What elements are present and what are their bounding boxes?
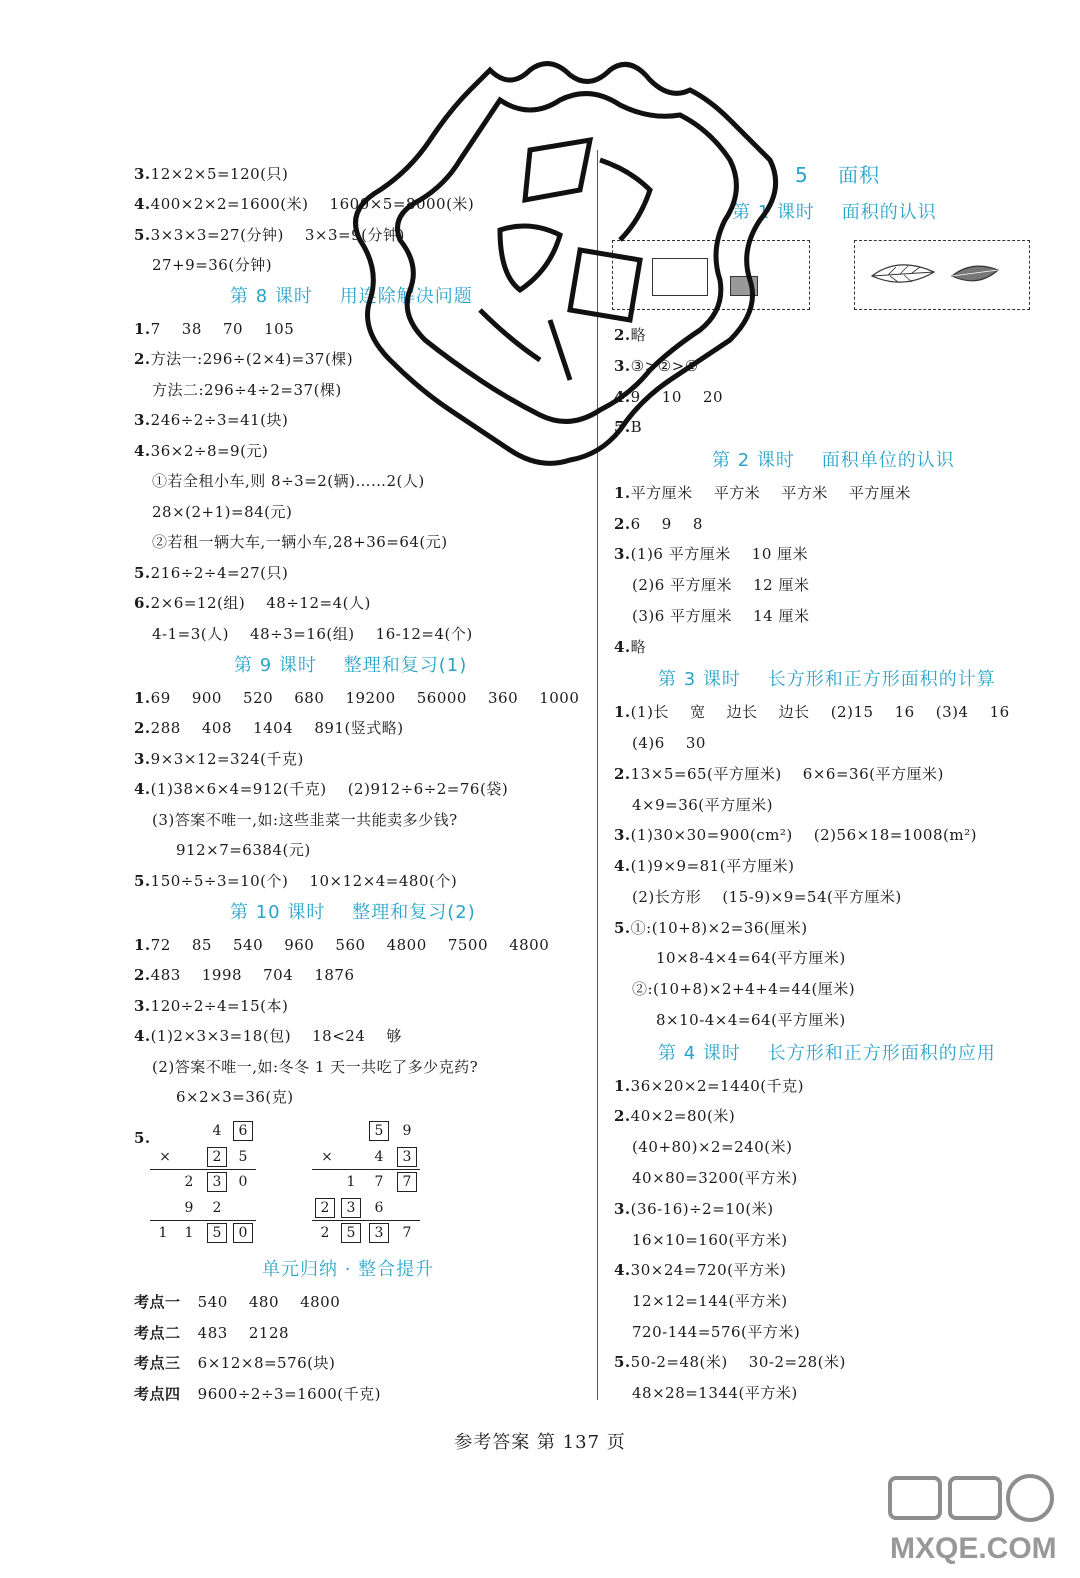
answer-line (152, 532, 448, 552)
answer-text: (3)6 平方厘米 14 厘米 (632, 607, 810, 625)
answer-line (614, 1260, 786, 1280)
answer-text: ②:(10+8)×2+4+4=44(厘米) (632, 980, 856, 998)
answer-line (134, 935, 549, 955)
question-number: 1. (134, 320, 151, 338)
digit-cell: 9 (402, 1123, 412, 1139)
question-number: 1. (614, 484, 631, 502)
answer-text: 69 900 520 680 19200 56000 360 1000 (150, 689, 580, 707)
section-heading: 第 9 课时 整理和复习(1) (234, 655, 468, 676)
question-number: 2. (614, 326, 631, 344)
question-number: 2. (134, 719, 151, 737)
leaf-small-icon (950, 262, 1000, 286)
digit-cell (368, 1223, 390, 1243)
digit-cell: 7 (402, 1225, 412, 1241)
answer-line (134, 349, 353, 369)
question-number: 5. (614, 919, 631, 937)
answer-line (632, 1230, 788, 1250)
digit-cell: 1 (346, 1174, 356, 1190)
question-number: 1. (134, 689, 151, 707)
answer-box: 3 (341, 1198, 361, 1218)
answer-line (614, 918, 808, 938)
answer-text: 912×7=6384(元) (176, 841, 311, 859)
answer-line (152, 380, 342, 400)
answer-text: 9600÷2÷3=1600(千克) (197, 1385, 382, 1403)
question-number: 4. (134, 195, 151, 213)
answer-line (614, 825, 977, 845)
answer-line (614, 1106, 735, 1126)
answer-line (614, 637, 646, 657)
question-number: 4. (134, 780, 151, 798)
answer-text: 150÷5÷3=10(个) 10×12×4=480(个) (150, 872, 458, 890)
digit-cell: 9 (184, 1200, 194, 1216)
answer-line (134, 319, 294, 339)
answer-line (614, 856, 794, 876)
calc-line (150, 1220, 256, 1221)
answer-text: 9 10 20 (630, 388, 724, 406)
answer-text: 略 (630, 326, 647, 344)
answer-text: 400×2×2=1600(米) 1600×5=8000(米) (150, 195, 475, 213)
answer-text: 40×2=80(米) (630, 1107, 736, 1125)
answer-box: 7 (397, 1172, 417, 1192)
answer-text: 4×9=36(平方厘米) (632, 796, 774, 814)
answer-text: 6×2×3=36(克) (176, 1088, 294, 1106)
answer-text: B (630, 418, 643, 436)
section-heading: 第 2 课时 面积单位的认识 (712, 450, 955, 471)
answer-text: 483 1998 704 1876 (150, 966, 355, 984)
exam-point-line (134, 1323, 289, 1343)
answer-line (614, 1076, 804, 1096)
watermark-logo (880, 1468, 1070, 1568)
answer-text: 28×(2+1)=84(元) (152, 503, 293, 521)
answer-text: 方法二:296÷4÷2=37(棵) (152, 381, 342, 399)
exam-point-label: 考点三 (134, 1354, 198, 1372)
answer-text: (2)长方形 (15-9)×9=54(平方厘米) (632, 888, 902, 906)
digit-cell (206, 1172, 228, 1192)
digit-cell: 6 (374, 1200, 384, 1216)
answer-text: (2)答案不唯一,如:冬冬 1 天一共吃了多少克药? (152, 1058, 479, 1076)
answer-box: 6 (233, 1121, 253, 1141)
answer-text: 13×5=65(平方厘米) 6×6=36(平方厘米) (630, 765, 944, 783)
section-heading: 第 8 课时 用连除解决问题 (230, 286, 473, 307)
digit-cell (206, 1147, 228, 1167)
answer-line (134, 749, 304, 769)
answer-box: 3 (207, 1172, 227, 1192)
section-heading: 第 10 课时 整理和复习(2) (230, 902, 476, 923)
calc-line (150, 1169, 256, 1170)
digit-cell: 7 (374, 1174, 384, 1190)
answer-text: (2)6 平方厘米 12 厘米 (632, 576, 810, 594)
digit-cell (206, 1223, 228, 1243)
question-number: 5. (134, 1129, 151, 1147)
answer-line (614, 544, 808, 564)
question-number: 2. (614, 515, 631, 533)
answer-text: (3)答案不唯一,如:这些韭菜一共能卖多少钱? (152, 811, 458, 829)
question-number: 4. (614, 1261, 631, 1279)
answer-text: 288 408 1404 891(竖式略) (150, 719, 404, 737)
answer-line (632, 733, 706, 753)
digit-cell: × (159, 1149, 171, 1165)
question-number: 3. (614, 545, 631, 563)
answer-line (614, 483, 911, 503)
calc-line (312, 1220, 420, 1221)
question-number: 4. (614, 638, 631, 656)
digit-cell: 1 (184, 1225, 194, 1241)
answer-text: 720-144=576(平方米) (632, 1323, 801, 1341)
exam-point-line (134, 1292, 340, 1312)
answer-line (614, 702, 1010, 722)
digit-cell: 4 (374, 1149, 384, 1165)
answer-line (134, 1026, 402, 1046)
question-number: 3. (134, 750, 151, 768)
digit-cell (232, 1223, 254, 1243)
answer-line (614, 1199, 774, 1219)
digit-cell: 2 (320, 1225, 330, 1241)
section-heading: 第 1 课时 面积的认识 (732, 202, 937, 223)
answer-text: 36×2÷8=9(元) (150, 442, 269, 460)
digit-cell (232, 1121, 254, 1141)
answer-text: 48×28=1344(平方米) (632, 1384, 798, 1402)
exam-point-line (134, 1384, 381, 1404)
exam-point-label: 考点一 (134, 1293, 198, 1311)
question-number: 2. (134, 966, 151, 984)
question-number: 5. (614, 1353, 631, 1371)
section-heading: 单元归纳 · 整合提升 (262, 1259, 435, 1280)
digit-cell (340, 1198, 362, 1218)
answer-text: ②若租一辆大车,一辆小车,28+36=64(元) (152, 533, 448, 551)
exam-point-label: 考点二 (134, 1324, 198, 1342)
question-number: 4. (134, 442, 151, 460)
digit-cell: 1 (158, 1225, 168, 1241)
answer-box: 2 (315, 1198, 335, 1218)
digit-cell (368, 1121, 390, 1141)
answer-text: 6×12×8=576(块) (197, 1354, 336, 1372)
digit-cell (396, 1147, 418, 1167)
answer-line (134, 410, 288, 430)
digit-cell: 2 (184, 1174, 194, 1190)
answer-line (632, 1383, 798, 1403)
answer-text: (1)38×6×4=912(千克) (2)912÷6÷2=76(袋) (150, 780, 509, 798)
answer-text: 9×3×12=324(千克) (150, 750, 304, 768)
question-number: 4. (134, 1027, 151, 1045)
svg-text:MXQE.COM: MXQE.COM (890, 1532, 1057, 1565)
digit-cell: 2 (212, 1200, 222, 1216)
stamp-graphic (330, 60, 790, 480)
digit-cell (314, 1198, 336, 1218)
answer-text: 16×10=160(平方米) (632, 1231, 788, 1249)
answer-line (656, 1010, 846, 1030)
page-footer: 参考答案 第 137 页 (454, 1432, 626, 1453)
answer-text: 30×24=720(平方米) (630, 1261, 787, 1279)
answer-line (614, 514, 703, 534)
question-number: 4. (614, 857, 631, 875)
answer-line (614, 1352, 846, 1372)
answer-line (656, 948, 846, 968)
digit-cell (340, 1223, 362, 1243)
answer-text: ①若全租小车,则 8÷3=2(辆)……2(人) (152, 472, 425, 490)
question-number: 3. (134, 411, 151, 429)
answer-box: 5 (341, 1223, 361, 1243)
answer-text: (1)长 宽 边长 边长 (2)15 16 (3)4 16 (630, 703, 1010, 721)
digit-cell: 4 (212, 1123, 222, 1139)
answer-box: 2 (207, 1147, 227, 1167)
answer-text: (1)2×3×3=18(包) 18<24 够 (150, 1027, 402, 1045)
question-number: 5. (134, 226, 151, 244)
question-number: 2. (134, 350, 151, 368)
answer-text: 7 38 70 105 (150, 320, 295, 338)
answer-text: 540 480 4800 (197, 1293, 341, 1311)
answer-line (134, 779, 508, 799)
answer-line (632, 1137, 792, 1157)
answer-line (152, 1057, 478, 1077)
question-number: 1. (134, 936, 151, 954)
question-number: 3. (614, 357, 631, 375)
answer-box: 5 (369, 1121, 389, 1141)
answer-text: 8×10-4×4=64(平方厘米) (656, 1011, 846, 1029)
question-number: 1. (614, 703, 631, 721)
answer-text: 12×2×5=120(只) (150, 165, 289, 183)
exam-point-label: 考点四 (134, 1385, 198, 1403)
answer-text: 12×12=144(平方米) (632, 1292, 788, 1310)
answer-text: 36×20×2=1440(千克) (630, 1077, 804, 1095)
section-heading: 5 面积 (795, 163, 881, 187)
section-heading: 第 3 课时 长方形和正方形面积的计算 (658, 669, 996, 690)
question-number: 2. (614, 1107, 631, 1125)
answer-line (134, 593, 371, 613)
answer-line (152, 810, 458, 830)
answer-line (176, 840, 311, 860)
answer-text: 216÷2÷4=27(只) (150, 564, 289, 582)
answer-text: (1)30×30=900(cm²) (2)56×18=1008(m²) (630, 826, 977, 844)
answer-text: 246÷2÷3=41(块) (150, 411, 289, 429)
question-number: 5. (614, 418, 631, 436)
answer-line (632, 606, 810, 626)
answer-line (134, 996, 288, 1016)
answer-box: 0 (233, 1223, 253, 1243)
digit-cell: 0 (238, 1174, 248, 1190)
digit-cell (396, 1172, 418, 1192)
answer-text: 72 85 540 960 560 4800 7500 4800 (150, 936, 550, 954)
leaf-icon (868, 258, 938, 290)
answer-text: 10×8-4×4=64(平方厘米) (656, 949, 846, 967)
answer-text: ①:(10+8)×2=36(厘米) (630, 919, 808, 937)
question-number: 1. (614, 1077, 631, 1095)
answer-line (632, 1168, 798, 1188)
answer-line (134, 164, 288, 184)
answer-line (134, 563, 288, 583)
answer-line (152, 624, 473, 644)
digit-cell: 5 (238, 1149, 248, 1165)
calc-line (312, 1169, 420, 1170)
answer-text: 4-1=3(人) 48÷3=16(组) 16-12=4(个) (152, 625, 473, 643)
answer-box: 5 (207, 1223, 227, 1243)
answer-text: 方法一:296÷(2×4)=37(棵) (150, 350, 354, 368)
answer-box: 3 (397, 1147, 417, 1167)
answer-text: ③>②>① (630, 357, 699, 375)
answer-text: 6 9 8 (630, 515, 703, 533)
answer-text: (1)9×9=81(平方厘米) (630, 857, 795, 875)
answer-text: 50-2=48(米) 30-2=28(米) (630, 1353, 846, 1371)
answer-line (134, 871, 457, 891)
answer-line (632, 979, 855, 999)
answer-line (152, 255, 272, 275)
exam-point-line (134, 1353, 335, 1373)
answer-text: 27+9=36(分钟) (152, 256, 273, 274)
answer-line (614, 764, 944, 784)
answer-line (134, 688, 579, 708)
answer-text: 120÷2÷4=15(本) (150, 997, 289, 1015)
answer-text: 40×80=3200(平方米) (632, 1169, 798, 1187)
answer-text: 483 2128 (197, 1324, 290, 1342)
answer-box: 3 (369, 1223, 389, 1243)
answer-text: (1)6 平方厘米 10 厘米 (630, 545, 809, 563)
answer-text: 3×3×3=27(分钟) 3×3=9(分钟) (150, 226, 405, 244)
question-number: 2. (614, 765, 631, 783)
answer-text: (4)6 30 (632, 734, 706, 752)
answer-line (176, 1087, 294, 1107)
question-number: 3. (134, 165, 151, 183)
digit-cell: × (321, 1149, 333, 1165)
answer-line (134, 441, 268, 461)
question-number: 6. (134, 594, 151, 612)
answer-line (152, 502, 292, 522)
question-number: 5. (134, 872, 151, 890)
question-number: 3. (134, 997, 151, 1015)
question-number: 3. (614, 1200, 631, 1218)
answer-text: 平方厘米 平方米 平方米 平方厘米 (630, 484, 911, 502)
question-number: 3. (614, 826, 631, 844)
question-number: 4. (614, 388, 631, 406)
answer-line (134, 718, 404, 738)
answer-line (632, 1291, 788, 1311)
answer-line (134, 965, 355, 985)
answer-line (632, 887, 902, 907)
answer-text: 略 (630, 638, 647, 656)
answer-line (632, 1322, 800, 1342)
answer-text: (40+80)×2=240(米) (632, 1138, 793, 1156)
answer-text: (36-16)÷2=10(米) (630, 1200, 774, 1218)
answer-line (632, 575, 810, 595)
answer-line (632, 795, 773, 815)
answer-text: 2×6=12(组) 48÷12=4(人) (150, 594, 371, 612)
section-heading: 第 4 课时 长方形和正方形面积的应用 (658, 1043, 996, 1064)
question-number: 5. (134, 564, 151, 582)
